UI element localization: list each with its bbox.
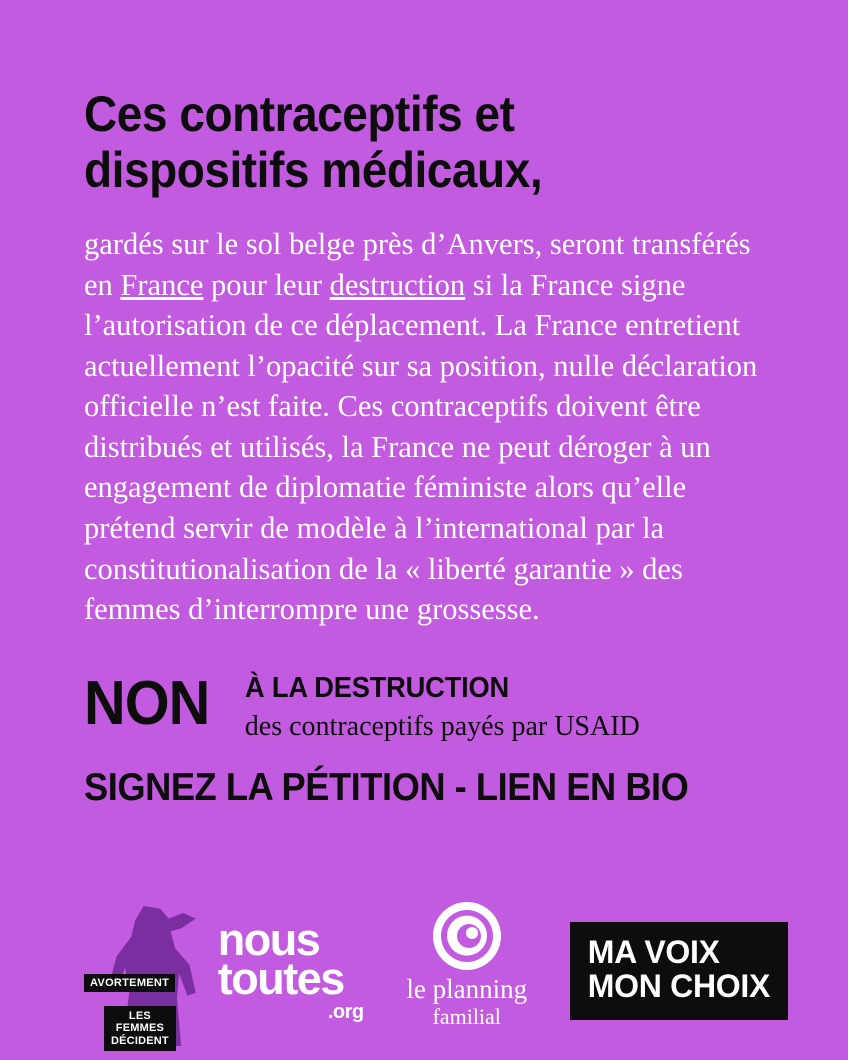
body-part-1: gardés sur le sol belge près d’Anvers, seront transférés en bbox=[84, 227, 751, 302]
planning-line-1: le planning bbox=[406, 973, 528, 1004]
planning-line-2: familial bbox=[432, 1003, 501, 1029]
mavoix-line-2: MON CHOIX bbox=[587, 968, 770, 1005]
page-title bbox=[84, 86, 710, 198]
body-part-3: si la France signe l’autorisation de ce déplacement. La France entretient actuellement l’opacité sur sa position, nulle déclaration officielle n’est faite. Ces contraceptifs doivent être distribués et utilisés, la France ne peut déroger à un engagement de diplomatie féministe alors qu’elle prétend servir de modèle à l’international par la constitutionalisation de la « liberté garantie » des femmes d’interrompre une grossesse. bbox=[84, 267, 758, 627]
body-part-2: pour leur bbox=[203, 267, 330, 302]
lfd-line-1: LES bbox=[128, 1010, 151, 1022]
body-paragraph bbox=[84, 224, 764, 630]
les-femmes-decident-label bbox=[104, 1006, 176, 1051]
logo-planning-familial bbox=[398, 900, 536, 1047]
non-subtitle-primary: À LA DESTRUCTION bbox=[244, 671, 509, 704]
noustoutes-domain-suffix: .org bbox=[327, 1001, 364, 1023]
noustoutes-line-2: toutes bbox=[217, 953, 344, 1005]
non-word: NON bbox=[84, 668, 210, 738]
non-subtext-group bbox=[244, 671, 640, 743]
lfd-line-3: DÉCIDENT bbox=[111, 1034, 169, 1047]
avortement-label: AVORTEMENT bbox=[84, 974, 175, 992]
mavoix-line-1: MA VOIX bbox=[587, 934, 720, 971]
logo-row bbox=[84, 896, 788, 1046]
call-to-action-block bbox=[84, 668, 764, 743]
logo-noustoutes bbox=[217, 913, 364, 1046]
link-france: France bbox=[120, 267, 204, 302]
petition-call-line: SIGNEZ LA PÉTITION - LIEN EN BIO bbox=[84, 766, 689, 810]
lfd-line-2: FEMMES bbox=[115, 1022, 165, 1035]
logo-avortement-les-femmes-decident bbox=[84, 906, 184, 1046]
spiral-icon bbox=[431, 900, 503, 972]
headline-line-2: dispositifs médicaux, bbox=[84, 142, 543, 198]
link-destruction: destruction bbox=[329, 267, 466, 302]
logo-ma-voix-mon-choix bbox=[570, 922, 788, 1020]
headline-line-1: Ces contraceptifs et bbox=[84, 86, 515, 142]
noustoutes-line-1: nous bbox=[217, 913, 320, 965]
non-subtitle-secondary: des contraceptifs payés par USAID bbox=[244, 710, 640, 742]
